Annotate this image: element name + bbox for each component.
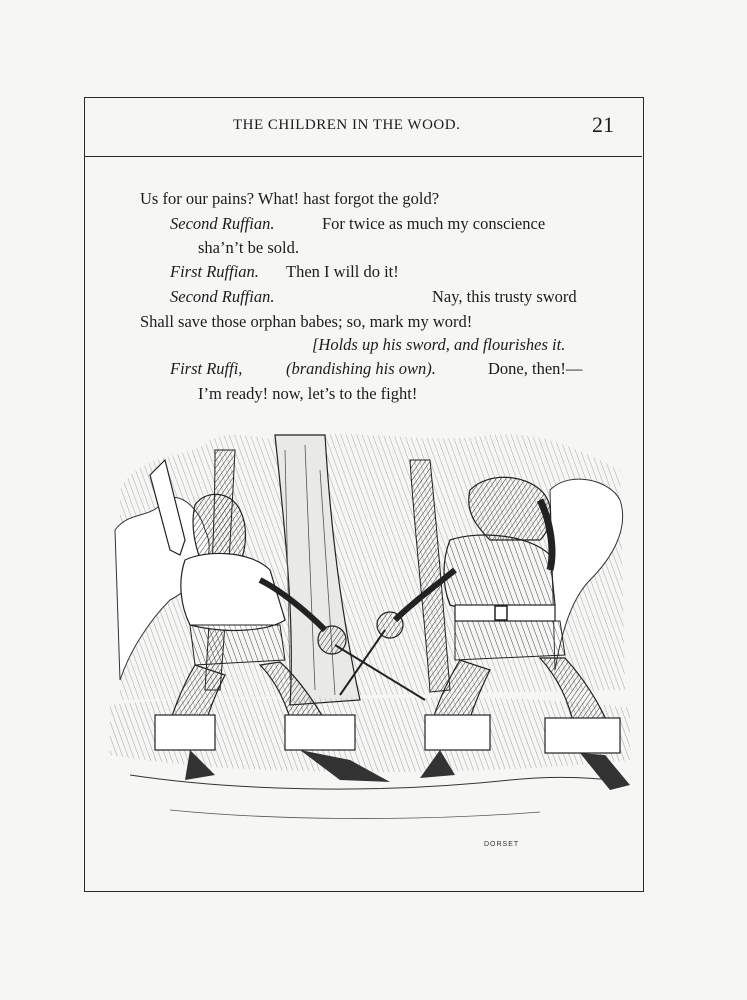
speaker-second-ruffian-2: Second Ruffian. <box>170 287 275 306</box>
verse-line-9: I’m ready! now, let’s to the fight! <box>198 384 418 403</box>
page-number: 21 <box>592 112 614 137</box>
speaker-first-ruffian: First Ruffian. <box>170 262 259 281</box>
speaker-first-ruffi: First Ruffi, <box>170 359 243 378</box>
verse-line-2: For twice as much my conscience <box>322 214 546 233</box>
stage-direction-2: (brandishing his own). <box>286 359 436 378</box>
header-rule <box>84 156 642 157</box>
running-title: THE CHILDREN IN THE WOOD. <box>233 117 461 133</box>
verse-line-4: Then I will do it! <box>286 262 399 281</box>
verse-line-5: Nay, this trusty sword <box>432 287 577 306</box>
verse-line-8: Done, then!— <box>488 359 583 378</box>
verse-line-6: Shall save those orphan babes; so, mark my word! <box>140 312 473 331</box>
verse-line-1: Us for our pains? What! hast forgot the gold? <box>140 189 440 208</box>
verse-line-3: sha’n’t be sold. <box>198 238 299 257</box>
stage-direction: [Holds up his sword, and flourishes it. <box>312 335 566 354</box>
engraver-signature: DORSET <box>484 841 520 848</box>
sword-fight-engraving <box>110 430 630 850</box>
speaker-second-ruffian: Second Ruffian. <box>170 214 275 233</box>
